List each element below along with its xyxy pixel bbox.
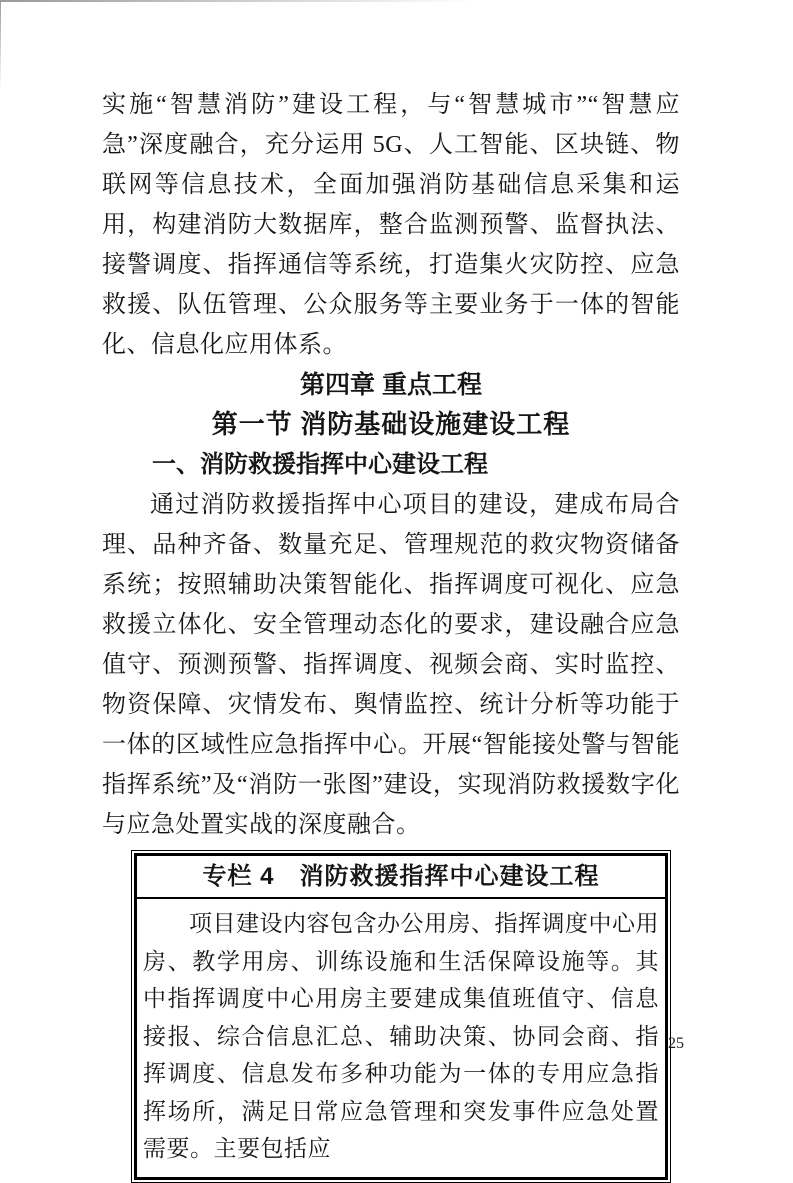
body-paragraph: 通过消防救援指挥中心项目的建设，建成布局合理、品种齐备、数量充足、管理规范的救灾物资储备系统；按照辅助决策智能化、指挥调度可视化、应急救援立体化、安全管理动态化的要求，建设融合应急值守、预测预警、指挥调度、视频会商、实时监控、物资保障、灾情发布、舆情监控、统计分析等功能于一体的区域性应急指挥中心。开展“智能接处警与智能指挥系统”及“消防一张图”建设，实现消防救援数字化与应急处置实战的深度融合。	[102, 492, 680, 838]
chapter-heading: 第四章 重点工程	[300, 371, 482, 399]
page-content	[102, 85, 680, 1183]
intro-paragraph: 实施“智慧消防”建设工程，与“智慧城市”“智慧应急”深度融合，充分运用 5G、人工智能、区块链、物联网等信息技术，全面加强消防基础信息采集和运用，构建消防大数据库，整合监测预警、监督执法、接警调度、指挥通信等系统，打造集火灾防控、应急救援、队伍管理、公众服务等主要业务于一体的智能化、信息化应用体系。	[102, 92, 680, 358]
callout-box-inner	[134, 853, 668, 1180]
page-number: 25	[668, 1035, 684, 1052]
callout-box-body: 项目建设内容包含办公用房、指挥调度中心用房、教学用房、训练设施和生活保障设施等。其中指挥调度中心用房主要建成集值班值守、信息接报、综合信息汇总、辅助决策、协同会商、指挥调度、信息发布多种功能为一体的专用应急指挥场所，满足日常应急管理和突发事件应急处置需要。主要包括应	[143, 910, 659, 1161]
subsection-heading: 一、消防救援指挥中心建设工程	[152, 451, 488, 478]
scan-edge-left	[0, 0, 1, 90]
section-heading: 第一节 消防基础设施建设工程	[211, 410, 571, 439]
callout-box	[131, 850, 671, 1183]
callout-box-title: 专栏 4 消防救援指挥中心建设工程	[137, 856, 665, 899]
scan-edge-top	[0, 0, 476, 2]
